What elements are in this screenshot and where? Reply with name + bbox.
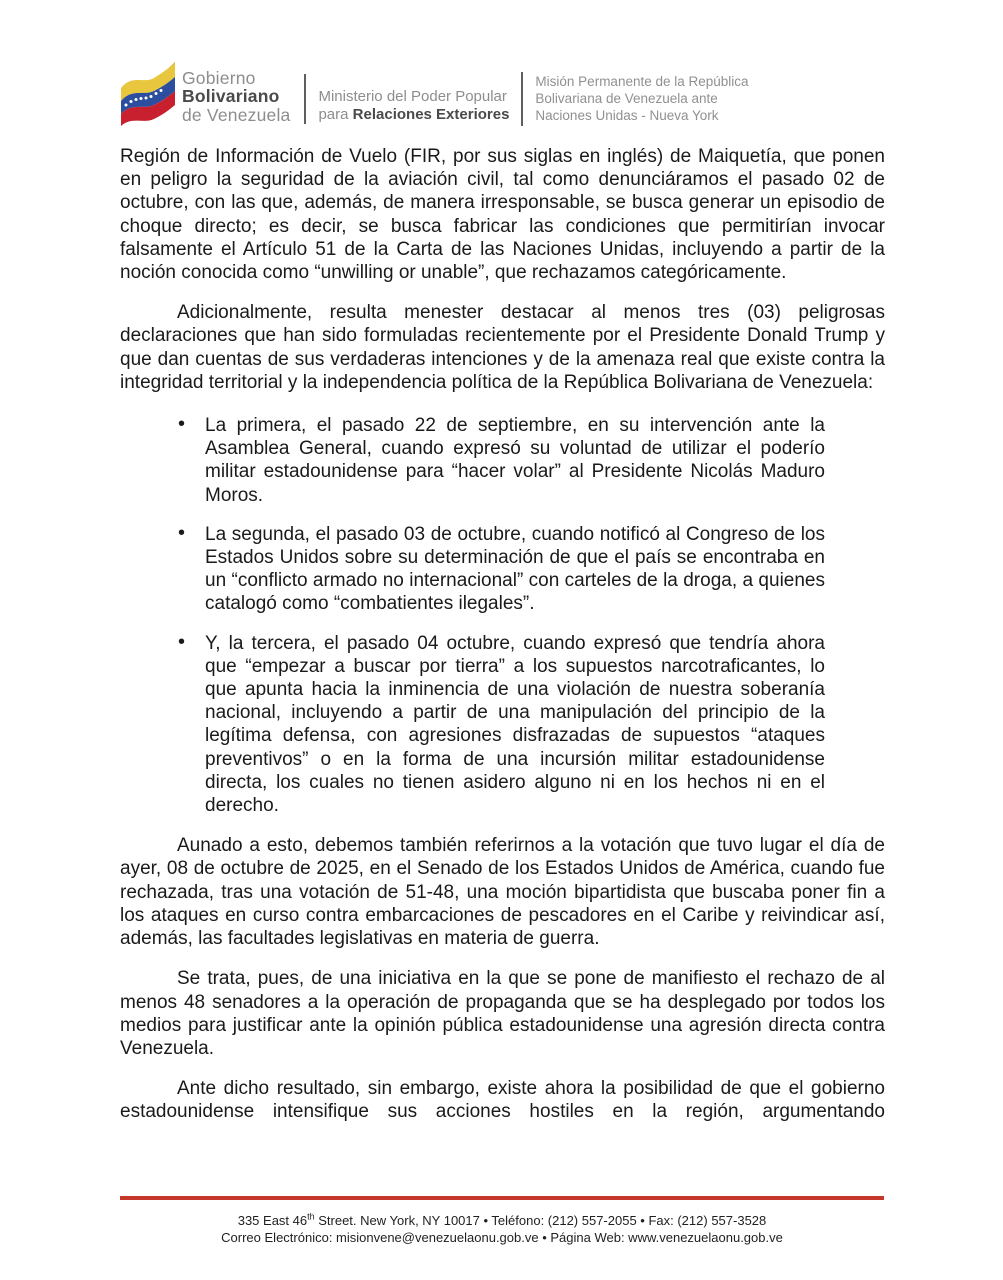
list-item: • La segunda, el pasado 03 de octubre, cuando notificó al Congreso de los Estados Unidos sobre su determinación de que el país se encontraba en un “conflicto armado no internacional” con carteles de la droga, a quienes catalogó como “combatientes ilegales”. xyxy=(178,523,825,616)
header-divider-2 xyxy=(521,72,523,126)
paragraph-fir: Región de Información de Vuelo (FIR, por sus siglas en inglés) de Maiquetía, que ponen en peligro la seguridad de la aviación civil, tal como denunciáramos el pasado 02 de octubre, con las que, además, de manera irresponsable, se busca generar un episodio de choque directo; es decir, se busca fabricar las condiciones que permitirían invocar falsamente el Artículo 51 de la Carta de las Naciones Unidas, incluyendo a partir de la noción conocida como “unwilling or unable”, que rechazamos categóricamente. xyxy=(120,146,885,284)
mission-block xyxy=(535,73,748,126)
list-item: • La primera, el pasado 22 de septiembre, en su intervención ante la Asamblea General, cuando expresó su voluntad de utilizar el poderío militar estadounidense para “hacer volar” al Presidente Nicolás Maduro Moros. xyxy=(178,414,825,507)
list-item: • Y, la tercera, el pasado 04 octubre, cuando expresó que tendría ahora que “empezar a buscar por tierra” a los supuestos narcotraficantes, lo que apunta hacia la inminencia de una violación de nuestra soberanía nacional, incluyendo a partir de una manipulación del principio de la legítima defensa, con agresiones disfrazadas de supuestos “ataques preventivos” o en la forma de una incursión militar estadounidense directa, los cuales no tienen asidero alguno ni en los hechos ni en el derecho. xyxy=(178,632,825,818)
venezuela-flag-logo xyxy=(118,60,178,126)
government-brand xyxy=(182,69,290,127)
paragraph-result: Ante dicho resultado, sin embargo, existe ahora la posibilidad de que el gobierno estadounidense intensifique sus acciones hostiles en la región, argumentando xyxy=(120,1078,885,1123)
paragraph-initiative: Se trata, pues, de una iniciativa en la que se pone de manifiesto el rechazo de al menos 48 senadores a la operación de propaganda que se ha desplegado por todos los medios para justificar ante la opinión pública estadounidense una agresión directa contra Venezuela. xyxy=(120,968,885,1059)
declarations-list xyxy=(178,414,825,817)
brand-line-1: Gobierno xyxy=(182,67,256,88)
paragraph-senate-vote: Aunado a esto, debemos también referirnos a la votación que tuvo lugar el día de ayer, 08 de octubre de 2025, en el Senado de los Estados Unidos de América, cuando fue rechazada, tras una votación de 51-48, una moción bipartidista que buscaba poner fin a los ataques en curso contra embarcaciones de pescadores en el Caribe y reivindicar así, además, las facultades legislativas en materia de guerra. xyxy=(120,835,885,950)
brand-line-3: de Venezuela xyxy=(182,104,291,125)
footer-accent-line xyxy=(120,1196,884,1200)
brand-line-2: Bolivariano xyxy=(182,86,280,106)
ministry-line-1: Ministerio del Poder Popular xyxy=(318,88,507,105)
header-divider-1 xyxy=(304,74,306,124)
ministry-block xyxy=(318,88,509,126)
paragraph-declarations: Adicionalmente, resulta menester destacar al menos tres (03) peligrosas declaraciones que han sido formuladas recientemente por el Presidente Donald Trump y que dan cuentas de sus verdaderas intenciones y de la amenaza real que existe contra la integridad territorial y la independencia política de la República Bolivariana de Venezuela: xyxy=(120,302,885,393)
footer-address-line: 335 East 46th Street. New York, NY 10017 • Teléfono: (212) 557-2055 • Fax: (212) 557-3528 xyxy=(237,1211,767,1228)
mission-line-3: Naciones Unidas - Nueva York xyxy=(535,108,719,123)
footer-email-line: Correo Electrónico: misionvene@venezuelaonu.gob.ve • Página Web: www.venezuelaonu.gob.ve xyxy=(221,1230,783,1245)
ministry-line-2: para Relaciones Exteriores xyxy=(318,106,510,123)
letterhead xyxy=(118,60,749,126)
mission-line-1: Misión Permanente de la República xyxy=(535,74,749,89)
letter-body xyxy=(120,145,885,1141)
mission-line-2: Bolivariana de Venezuela ante xyxy=(535,91,718,106)
footer-contact xyxy=(120,1212,884,1246)
